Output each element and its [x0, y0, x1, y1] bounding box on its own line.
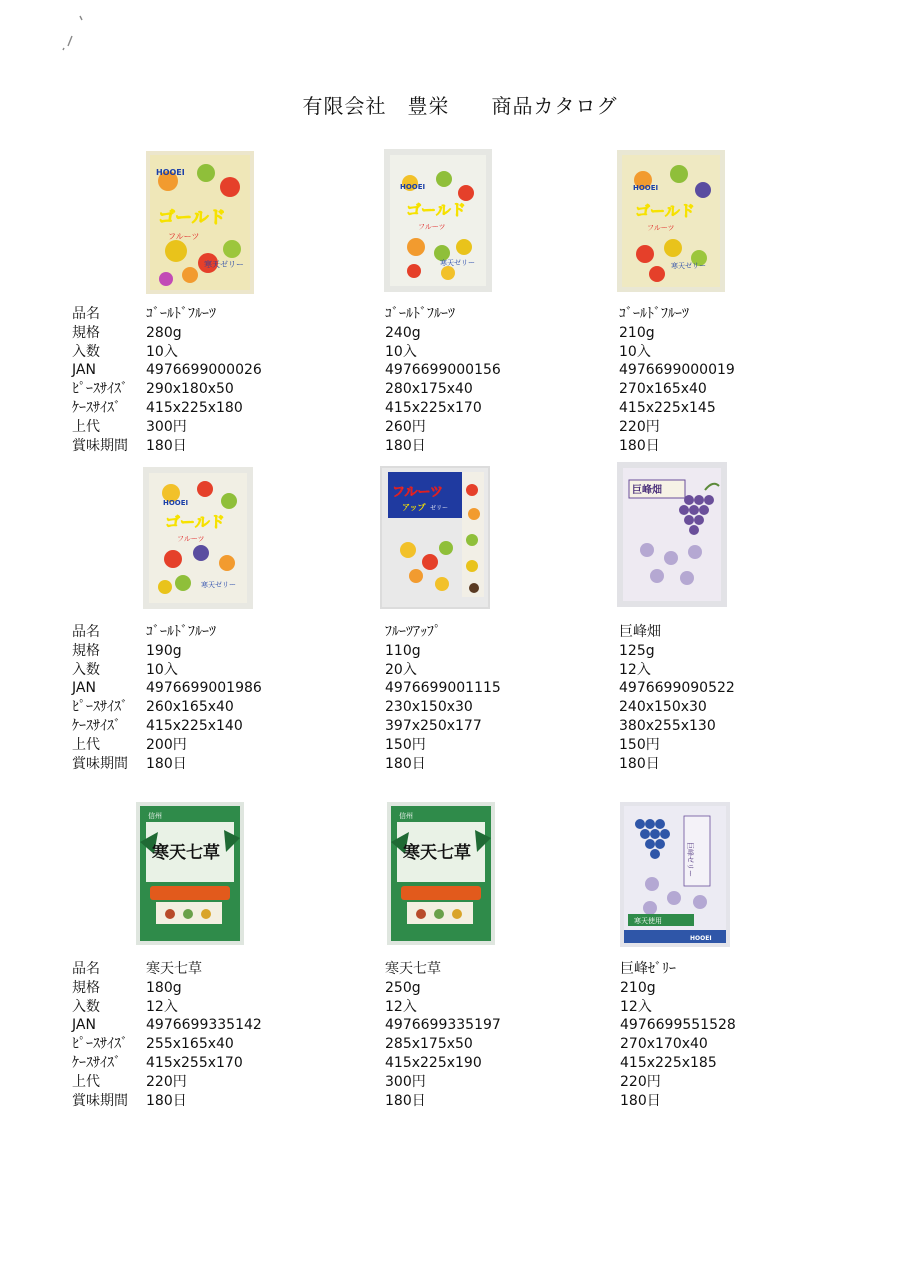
product-weight: 125g [619, 642, 655, 659]
package-logo: ゴールド [165, 513, 225, 531]
product-qty: 10入 [146, 343, 178, 360]
product-case-size: 415x225x180 [146, 399, 243, 416]
label-price: 上代 [72, 1073, 100, 1090]
product-case-size: 415x225x145 [619, 399, 716, 416]
product-weight: 110g [385, 642, 421, 659]
label-spec: 規格 [72, 642, 100, 659]
product-name: ｺﾞｰﾙﾄﾞﾌﾙｰﾂ [385, 306, 455, 322]
product-name: ｺﾞｰﾙﾄﾞﾌﾙｰﾂ [146, 624, 216, 640]
package-sub: アップ [402, 503, 426, 512]
product-weight: 280g [146, 324, 182, 341]
product-qty: 10入 [385, 343, 417, 360]
package-tag: ゼリー [430, 505, 449, 512]
label-case-size: ｹｰｽｻｲｽﾞ [72, 399, 121, 416]
product-jan: 4976699001986 [146, 680, 262, 697]
package-logo: 巨峰ゼリー [686, 842, 694, 877]
product-case-size: 415x225x140 [146, 717, 243, 734]
product-photo-kyoho-jelly-210g [620, 802, 730, 947]
product-piece-size: 290x180x50 [146, 381, 234, 398]
product-shelf-life: 180日 [619, 755, 660, 772]
package-sub: フルーツ [647, 224, 675, 232]
product-photo-kyoho-batake-125g [617, 462, 727, 607]
product-case-size: 415x255x170 [146, 1054, 243, 1071]
product-price: 300円 [146, 418, 187, 435]
product-photo-fruit-up-110g [380, 466, 490, 609]
product-price: 220円 [146, 1073, 187, 1090]
product-jan: 4976699335142 [146, 1017, 262, 1034]
label-jan: JAN [72, 1017, 96, 1034]
product-jan: 4976699090522 [619, 680, 735, 697]
label-case-size: ｹｰｽｻｲｽﾞ [72, 1054, 121, 1071]
label-price: 上代 [72, 418, 100, 435]
product-shelf-life: 180日 [385, 755, 426, 772]
product-qty: 10入 [619, 343, 651, 360]
product-case-size: 415x225x185 [620, 1054, 717, 1071]
package-logo: ゴールド [635, 202, 695, 220]
product-shelf-life: 180日 [146, 437, 187, 454]
product-weight: 180g [146, 979, 182, 996]
product-piece-size: 240x150x30 [619, 699, 707, 716]
product-jan: 4976699335197 [385, 1017, 501, 1034]
product-photo-gold-fruit-190g [143, 467, 253, 609]
package-logo: フルーツ [392, 485, 443, 500]
package-logo: 巨峰畑 [632, 485, 662, 496]
package-tag: 寒天使用 [634, 917, 662, 925]
package-sub: フルーツ [168, 232, 200, 241]
label-price: 上代 [72, 736, 100, 753]
product-photo-gold-fruit-240g [384, 149, 492, 292]
product-piece-size: 270x170x40 [620, 1036, 708, 1053]
product-shelf-life: 180日 [146, 1092, 187, 1109]
label-shelf-life: 賞味期間 [72, 1092, 128, 1109]
package-logo: ゴールド [158, 208, 226, 228]
package-brand: HOOEI [690, 935, 712, 942]
product-price: 260円 [385, 418, 426, 435]
product-photo-gold-fruit-210g [617, 150, 725, 292]
label-shelf-life: 賞味期間 [72, 755, 128, 772]
product-shelf-life: 180日 [146, 755, 187, 772]
product-specs-4 [146, 623, 262, 773]
product-qty: 12入 [146, 998, 178, 1015]
label-name: 品名 [72, 624, 100, 640]
product-jan: 4976699551528 [620, 1017, 736, 1034]
package-logo: 寒天七草 [152, 843, 220, 863]
product-jan: 4976699000156 [385, 362, 501, 379]
product-piece-size: 260x165x40 [146, 699, 234, 716]
package-tag: 寒天ゼリー [671, 262, 706, 270]
product-price: 220円 [619, 418, 660, 435]
product-shelf-life: 180日 [385, 437, 426, 454]
product-shelf-life: 180日 [619, 437, 660, 454]
product-shelf-life: 180日 [620, 1092, 661, 1109]
product-name: ｺﾞｰﾙﾄﾞﾌﾙｰﾂ [146, 306, 216, 322]
product-weight: 190g [146, 642, 182, 659]
spec-labels-row-2 [72, 623, 128, 773]
label-name: 品名 [72, 961, 100, 977]
package-brand: HOOEI [633, 184, 659, 192]
product-weight: 210g [620, 979, 656, 996]
product-weight: 250g [385, 979, 421, 996]
product-name: 寒天七草 [385, 961, 441, 977]
product-name: ｺﾞｰﾙﾄﾞﾌﾙｰﾂ [619, 306, 689, 322]
product-specs-5 [385, 623, 501, 773]
package-tag: 寒天ゼリー [440, 259, 475, 267]
label-piece-size: ﾋﾟｰｽｻｲｽﾞ [72, 699, 128, 716]
product-specs-2 [385, 305, 501, 455]
package-brand: HOOEI [400, 183, 426, 191]
package-top: 信州 [399, 812, 413, 820]
package-top: 信州 [148, 812, 162, 820]
product-piece-size: 285x175x50 [385, 1036, 473, 1053]
product-jan: 4976699001115 [385, 680, 501, 697]
product-name: 寒天七草 [146, 961, 202, 977]
product-specs-3 [619, 305, 735, 455]
product-shelf-life: 180日 [385, 1092, 426, 1109]
product-photo-kanten-nanakusa-180g [136, 802, 244, 945]
spec-labels-row-3 [72, 960, 128, 1110]
page-title: 有限会社 豊栄 商品カタログ [302, 94, 618, 118]
label-jan: JAN [72, 362, 96, 379]
label-piece-size: ﾋﾟｰｽｻｲｽﾞ [72, 1036, 128, 1053]
product-piece-size: 280x175x40 [385, 381, 473, 398]
product-qty: 12入 [619, 661, 651, 678]
product-name: 巨峰ｾﾞﾘｰ [620, 961, 676, 977]
product-price: 220円 [620, 1073, 661, 1090]
product-specs-8 [385, 960, 501, 1110]
package-sub: フルーツ [418, 223, 446, 231]
package-sub: フルーツ [177, 535, 205, 543]
label-shelf-life: 賞味期間 [72, 437, 128, 454]
label-qty: 入数 [72, 998, 100, 1015]
product-price: 300円 [385, 1073, 426, 1090]
product-price: 200円 [146, 736, 187, 753]
label-qty: 入数 [72, 343, 100, 360]
product-name: 巨峰畑 [619, 624, 661, 640]
product-specs-9 [620, 960, 736, 1110]
product-price: 150円 [619, 736, 660, 753]
product-jan: 4976699000019 [619, 362, 735, 379]
product-piece-size: 255x165x40 [146, 1036, 234, 1053]
product-qty: 10入 [146, 661, 178, 678]
product-qty: 12入 [385, 998, 417, 1015]
package-logo: 寒天七草 [403, 843, 471, 863]
product-qty: 12入 [620, 998, 652, 1015]
product-weight: 210g [619, 324, 655, 341]
product-photo-kanten-nanakusa-250g [387, 802, 495, 945]
product-case-size: 415x225x170 [385, 399, 482, 416]
product-case-size: 415x225x190 [385, 1054, 482, 1071]
label-case-size: ｹｰｽｻｲｽﾞ [72, 717, 121, 734]
product-piece-size: 270x165x40 [619, 381, 707, 398]
label-spec: 規格 [72, 979, 100, 996]
product-price: 150円 [385, 736, 426, 753]
spec-labels-row-1 [72, 305, 128, 455]
package-brand: HOOEI [163, 499, 189, 507]
label-qty: 入数 [72, 661, 100, 678]
product-specs-1 [146, 305, 262, 455]
label-jan: JAN [72, 680, 96, 697]
product-qty: 20入 [385, 661, 417, 678]
product-specs-6 [619, 623, 735, 773]
package-tag: 寒天ゼリー [204, 260, 244, 269]
product-case-size: 397x250x177 [385, 717, 482, 734]
package-brand: HOOEI [156, 168, 185, 177]
product-case-size: 380x255x130 [619, 717, 716, 734]
product-jan: 4976699000026 [146, 362, 262, 379]
product-weight: 240g [385, 324, 421, 341]
label-piece-size: ﾋﾟｰｽｻｲｽﾞ [72, 381, 128, 398]
label-name: 品名 [72, 306, 100, 322]
package-logo: ゴールド [406, 201, 466, 219]
product-piece-size: 230x150x30 [385, 699, 473, 716]
product-photo-gold-fruit-280g [146, 151, 254, 294]
package-tag: 寒天ゼリー [201, 581, 236, 589]
product-specs-7 [146, 960, 262, 1110]
scan-speck [58, 14, 88, 54]
product-name: ﾌﾙｰﾂｱｯﾌﾟ [385, 624, 441, 640]
label-spec: 規格 [72, 324, 100, 341]
